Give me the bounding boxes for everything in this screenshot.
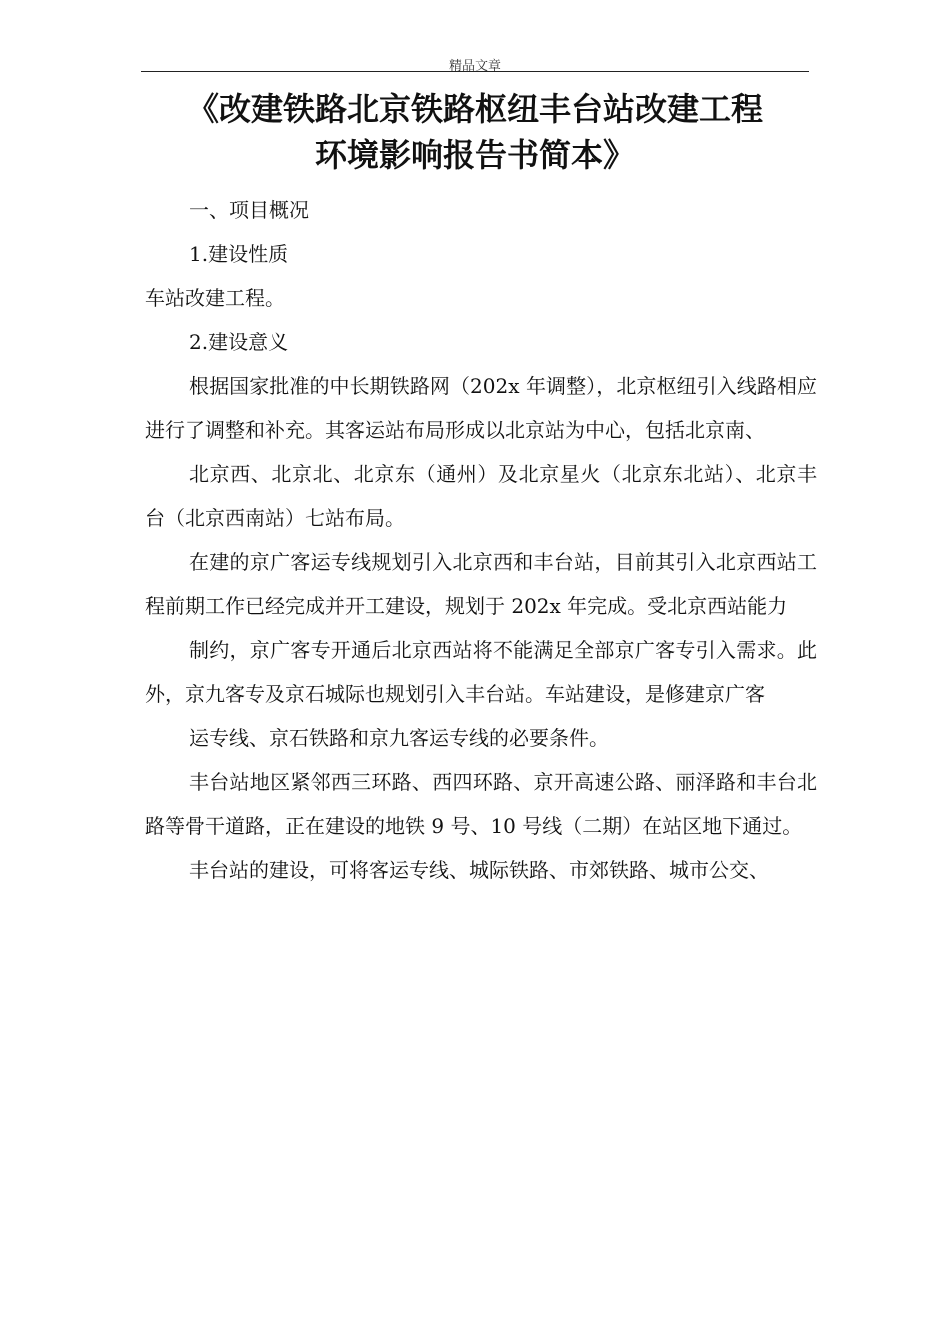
page-header-label: 精品文章 [448, 59, 501, 74]
paragraph-railway-network: 根据国家批准的中长期铁路网（202x 年调整），北京枢纽引入线路相应进行了调整和补充。其客运站布局形成以北京站为中心，包括北京南、 [145, 374, 817, 442]
paragraph-station-layout: 北京西、北京北、北京东（通州）及北京星火（北京东北站）、北京丰台（北京西南站）七站布局。 [145, 462, 817, 530]
paragraph-jingguang-line: 在建的京广客运专线规划引入北京西和丰台站，目前其引入北京西站工程前期工作已经完成并开工建设，规划于 202x 年完成。受北京西站能力 [145, 550, 817, 618]
paragraph-surrounding-roads: 丰台站地区紧邻西三环路、西四环路、京开高速公路、丽泽路和丰台北路等骨干道路，正在建设的地铁 9 号、10 号线（二期）在站区地下通过。 [145, 770, 817, 838]
subheading-construction-nature: 1.建设性质 [189, 242, 289, 266]
paragraph-construction-nature: 车站改建工程。 [145, 286, 285, 310]
paragraph-station-construction: 丰台站的建设，可将客运专线、城际铁路、市郊铁路、城市公交、 [189, 858, 769, 882]
header-divider [141, 71, 809, 72]
title-line-1: 《改建铁路北京铁路枢纽丰台站改建工程 [186, 90, 763, 128]
document-title [141, 86, 809, 178]
section-heading-overview: 一、项目概况 [189, 198, 309, 222]
paragraph-necessary-conditions: 运专线、京石铁路和京九客运专线的必要条件。 [189, 726, 609, 750]
subheading-construction-significance: 2.建设意义 [189, 330, 289, 354]
paragraph-capacity-constraint: 制约，京广客专开通后北京西站将不能满足全部京广客专引入需求。此外，京九客专及京石城际也规划引入丰台站。车站建设，是修建京广客 [145, 638, 817, 706]
document-body [145, 188, 817, 892]
title-line-2: 环境影响报告书简本》 [314, 136, 635, 174]
